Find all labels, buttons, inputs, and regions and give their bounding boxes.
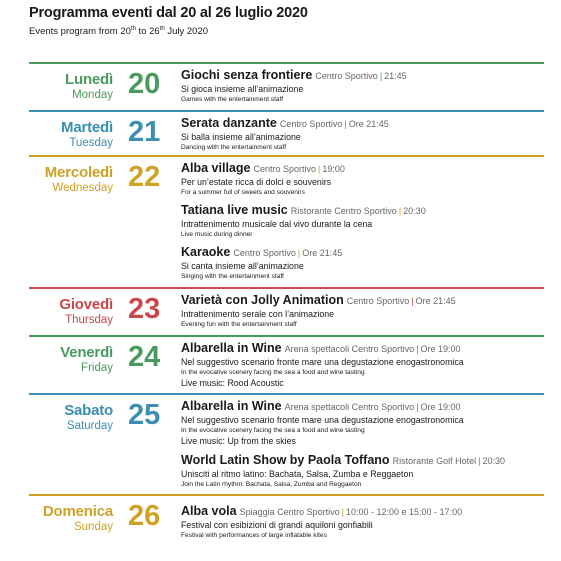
event-description-it: Si canta insieme all’animazione — [181, 261, 304, 271]
event-place: Ristorante Golf Hotel — [392, 456, 477, 466]
event-place: Centro Sportivo — [233, 248, 296, 258]
day-number: 23 — [128, 293, 161, 325]
event — [181, 340, 546, 389]
event-description-it: Intrattenimento serale con l’animazione — [181, 309, 335, 319]
day-number: 26 — [128, 500, 161, 532]
event-description-it: Si gioca insieme all’animazione — [181, 84, 304, 94]
event-description-en: Evening fun with the entertainment staff — [181, 321, 297, 328]
day-thursday — [29, 287, 544, 337]
event-place: Centro Sportivo — [253, 164, 317, 174]
event — [181, 292, 546, 330]
event-separator: | — [297, 248, 301, 258]
event-description-it: Si balla insieme all’animazione — [181, 132, 301, 142]
event-description-en: Dancing with the entertainment staff — [181, 144, 287, 151]
event-title: Albarella in Wine — [181, 399, 282, 413]
page-title: Programma eventi dal 20 al 26 luglio 2020 — [29, 5, 308, 21]
event-separator: | — [411, 296, 414, 306]
event-time: 20:30 — [482, 456, 505, 466]
day-name-en: Friday — [81, 362, 113, 374]
event-time: 10:00 - 12:00 e 15:00 - 17:00 — [345, 507, 463, 517]
day-wednesday — [29, 155, 544, 289]
event-description-it: Nel suggestivo scenario fronte mare una degustazione enogastronomica — [181, 415, 464, 425]
day-name-it: Domenica — [42, 503, 113, 520]
event-description-en: Live music during dinner — [181, 231, 253, 238]
event-place: Arena spettacoli Centro Sportivo — [284, 402, 415, 412]
event — [181, 503, 546, 541]
event — [181, 67, 546, 105]
event-time: Ore 21:45 — [415, 296, 456, 306]
day-monday — [29, 62, 544, 112]
event-description-en: Festival with performances of large inflatable kites — [181, 532, 327, 539]
event-live-music: Live music: Up from the skies — [181, 436, 296, 446]
event-place: Arena spettacoli Centro Sportivo — [284, 344, 415, 354]
event-time: Ore 19:00 — [420, 402, 461, 412]
day-sunday — [29, 494, 544, 546]
event-time: Ore 21:45 — [348, 119, 389, 129]
event-separator: | — [341, 507, 344, 517]
event-description-en: Games with the entertainment staff — [181, 96, 284, 103]
event-separator: | — [478, 456, 481, 466]
day-number: 25 — [128, 399, 161, 431]
event-title: Giochi senza frontiere — [181, 68, 313, 82]
day-name-en: Tuesday — [69, 137, 113, 149]
event-time: Ore 19:00 — [420, 344, 461, 354]
event-title: World Latin Show by Paola Toffano — [181, 453, 390, 467]
event-description-it: Per un’estate ricca di dolci e souvenirs — [181, 177, 332, 187]
event-place: Centro Sportivo — [315, 71, 378, 81]
event-title: Varietà con Jolly Animation — [181, 293, 344, 307]
event-place: Ristorante Centro Sportivo — [290, 206, 397, 216]
event — [181, 452, 546, 490]
event-separator: | — [416, 344, 419, 354]
day-name-it: Martedì — [61, 119, 113, 136]
day-name-it: Venerdì — [60, 344, 113, 361]
event-title: Tatiana live music — [181, 203, 288, 217]
day-tuesday — [29, 110, 544, 157]
day-name-it: Mercoledì — [44, 164, 113, 181]
event-title: Karaoke — [181, 245, 231, 259]
event — [181, 202, 546, 240]
event — [181, 115, 546, 153]
event-title: Alba village — [181, 161, 251, 175]
event-place: Centro Sportivo — [346, 296, 410, 306]
page-subtitle: Events program from 20th to 26th July 2020 — [29, 26, 209, 38]
day-number: 21 — [128, 116, 161, 148]
event-separator: | — [416, 402, 419, 412]
event-place: Spiaggia Centro Sportivo — [239, 507, 340, 517]
event — [181, 244, 546, 282]
event-time: 19:00 — [322, 164, 345, 174]
day-name-it: Sabato — [64, 402, 113, 419]
event-description-en: Join the Latin rhythm: Bachata, Salsa, Zumba and Reggaeton — [181, 481, 362, 488]
day-name-it: Lunedì — [65, 71, 113, 88]
event-description-en: In the evocative scenery facing the sea a food and wine tasting — [181, 369, 365, 376]
event-separator: | — [318, 164, 321, 174]
event — [181, 160, 546, 198]
day-number: 20 — [128, 68, 161, 100]
day-name-en: Thursday — [65, 314, 113, 326]
event-time: 20:30 — [403, 206, 426, 216]
event-description-en: In the evocative scenery facing the sea a food and wine tasting — [181, 427, 365, 434]
event-separator: | — [379, 71, 383, 81]
event-time: 21:45 — [384, 71, 407, 81]
event-place: Centro Sportivo — [279, 119, 343, 129]
day-name-en: Wednesday — [52, 182, 113, 194]
event-description-it: Intrattenimento musicale dal vivo durante la cena — [181, 219, 373, 229]
event-live-music: Live music: Rood Acoustic — [181, 378, 284, 388]
day-name-en: Sunday — [73, 521, 113, 533]
day-saturday — [29, 393, 544, 496]
day-number: 22 — [128, 161, 161, 193]
event-time: Ore 21:45 — [302, 248, 343, 258]
event-description-en: For a summer full of sweets and souvenirs — [181, 189, 305, 196]
event-description-it: Festival con esibizioni di grandi aquiloni gonfiabili — [181, 520, 373, 530]
event-separator: | — [398, 206, 402, 216]
event-description-it: Unisciti al ritmo latino: Bachata, Salsa, Zumba e Reggaeton — [181, 469, 414, 479]
event-separator: | — [344, 119, 347, 129]
event-description-it: Nel suggestivo scenario fronte mare una degustazione enogastronomica — [181, 357, 464, 367]
event-title: Serata danzante — [181, 116, 277, 130]
event-description-en: Singing with the entertainment staff — [181, 273, 284, 280]
day-name-en: Monday — [72, 89, 113, 101]
event — [181, 398, 546, 447]
event-title: Albarella in Wine — [181, 341, 282, 355]
day-number: 24 — [128, 341, 161, 373]
day-name-it: Giovedì — [59, 296, 113, 313]
event-title: Alba vola — [181, 504, 237, 518]
day-name-en: Saturday — [66, 420, 113, 432]
day-friday — [29, 335, 544, 395]
